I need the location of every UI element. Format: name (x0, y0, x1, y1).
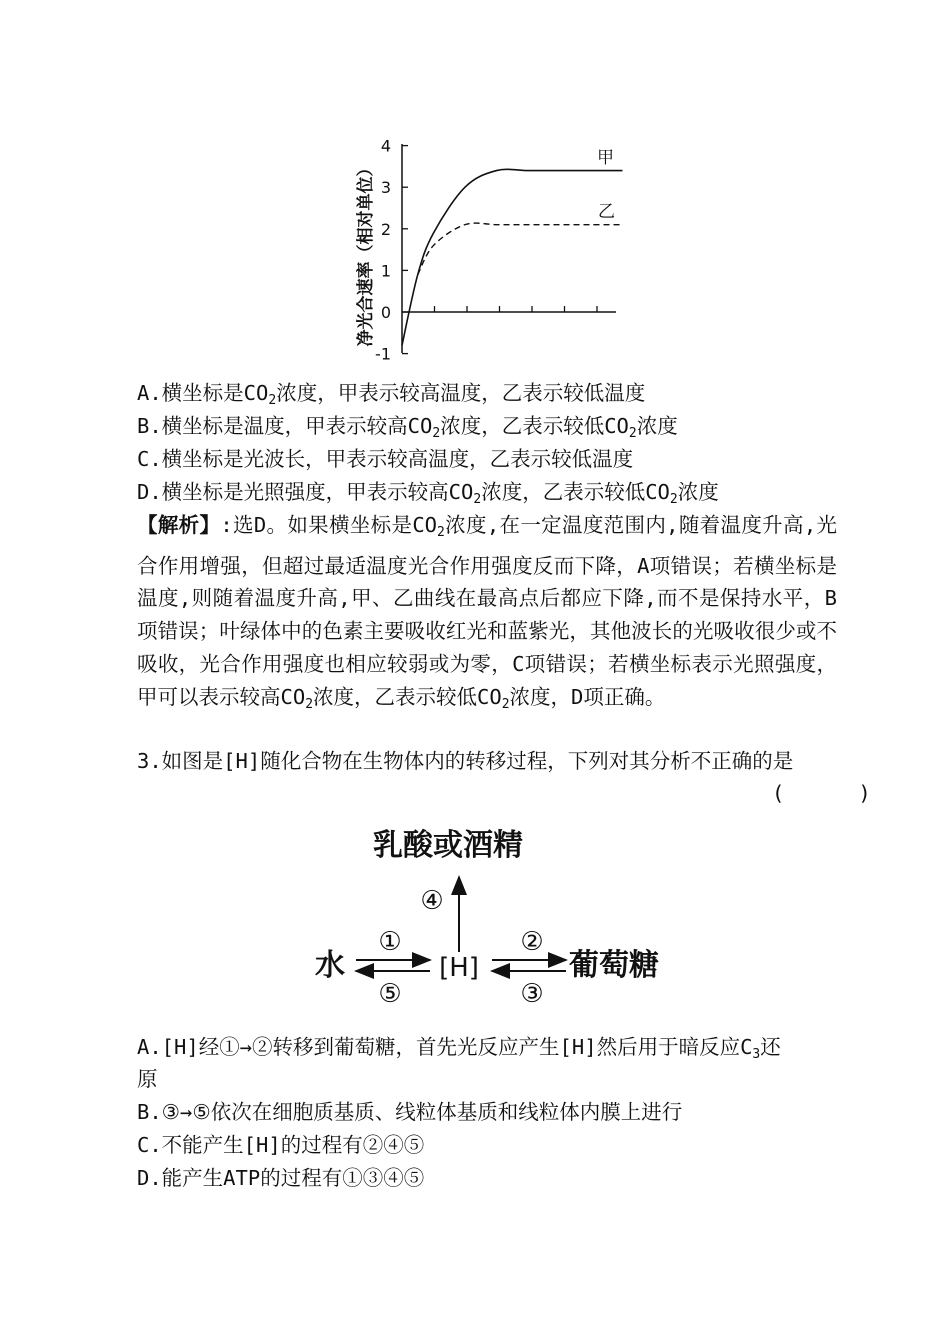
y-tick-label: 1 (380, 261, 391, 281)
node-water: 水 (315, 948, 345, 983)
photosynthesis-chart (0, 0, 950, 370)
node-hydrogen: [H] (439, 953, 479, 983)
series-yi-line (418, 223, 623, 274)
q3-option-a-cont: 原 (137, 1067, 158, 1091)
analysis-paragraph: 【解析】:选D。如果横坐标是$CO_2$浓度,在一定温度范围内,随着温度升高,光合作用增强，但超过最适温度光合作用强度反而下降，A项错误；若横坐标是温度,则随着温度升高,甲、乙曲线在最高点后都应下降,而不是保持水平，B项错误；叶绿体中的色素主要吸收红光和蓝紫光，其他波长的光吸收很少或不吸收，光合作用强度也相应较弱或为零，C项错误；若横坐标表示光照强度，甲可以表示较高$CO_2$浓度，乙表示较低$CO_2$浓度，D项正确。 (137, 513, 837, 712)
series-jia-line (402, 169, 623, 345)
y-tick-label: 4 (380, 136, 391, 156)
y-tick-label: -1 (375, 344, 391, 364)
q3-option-b: B.③→⑤依次在细胞质基质、线粒体基质和线粒体内膜上进行 (137, 1100, 683, 1124)
q2-option-c: C.横坐标是光波长，甲表示较高温度，乙表示较低温度 (137, 447, 634, 471)
node-lactic-acid-or-alcohol: 乳酸或酒精 (373, 828, 523, 863)
q2-option-d: D.横坐标是光照强度，甲表示较高$CO_2$浓度，乙表示较低$CO_2$浓度 (137, 480, 719, 507)
node-glucose: 葡萄糖 (569, 948, 659, 983)
q2-option-b: B.横坐标是温度，甲表示较高$CO_2$浓度，乙表示较低$CO_2$浓度 (137, 414, 678, 441)
series-yi-label: 乙 (598, 202, 615, 222)
label-step-5: ⑤ (378, 979, 402, 1009)
q2-option-a: A.横坐标是$CO_2$浓度，甲表示较高温度，乙表示较低温度 (137, 381, 646, 408)
q3-stem: 3.如图是[H]随化合物在生物体内的转移过程，下列对其分析不正确的是 (137, 749, 794, 773)
y-axis-title (355, 160, 376, 347)
label-step-3: ③ (520, 979, 544, 1009)
q3-option-a: A.[H]经①→②转移到葡萄糖，首先光反应产生[H]然后用于暗反应$C_3$还 (137, 1035, 781, 1062)
hydrogen-transfer-diagram (0, 815, 950, 1015)
y-tick-label: 0 (380, 303, 391, 322)
q3-answer-paren: ( ) (772, 781, 871, 805)
analysis-label: 【解析】 (137, 513, 221, 537)
label-step-4: ④ (420, 886, 444, 916)
y-tick-label: 3 (380, 178, 391, 198)
label-step-2: ② (520, 927, 544, 957)
y-axis-label: 净光合速率（相对单位） (356, 159, 376, 347)
label-step-1: ① (378, 927, 402, 957)
series-jia-label: 甲 (597, 148, 614, 168)
y-tick-label: 2 (380, 219, 391, 239)
q3-option-d: D.能产生ATP的过程有①③④⑤ (137, 1166, 425, 1190)
q3-option-c: C.不能产生[H]的过程有②④⑤ (137, 1133, 425, 1157)
